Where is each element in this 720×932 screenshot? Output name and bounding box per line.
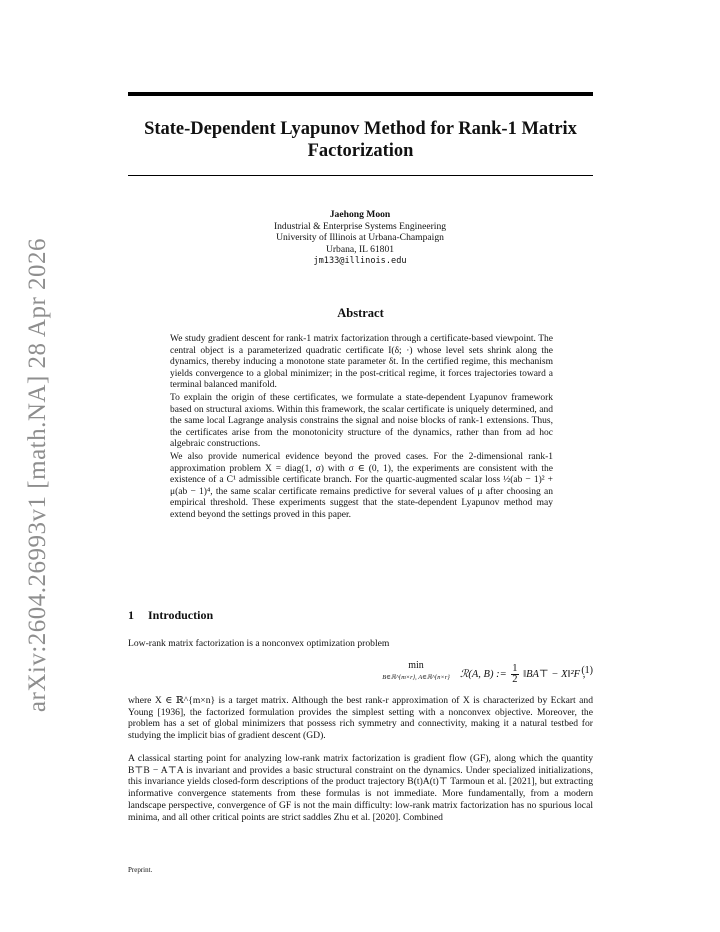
author-department: Industrial & Enterprise Systems Engineering (273, 220, 447, 232)
section-number: 1 (128, 608, 134, 622)
equation-min-operator: min (408, 660, 424, 671)
intro-paragraph-2 (128, 695, 593, 742)
abstract-paragraph-1: We study gradient descent for rank-1 matrix factorization through a certificate-based viewpoint. The central object is a parameterized quadratic certificate I(δ; ·) whose level sets shrink along the dynamics, thereby inducing a monotone state parameter δt. In the certified regime, this mechanism yields convergence to a global minimizer; in the post-critical regime, it forces trajectories toward a terminal balanced manifold. (170, 334, 553, 391)
equation-rhs: ‖BA⊤ − X‖²F , (523, 668, 586, 680)
intro-paragraph-3 (128, 753, 593, 823)
intro-paragraph-1-text: Low-rank matrix factorization is a nonconvex optimization problem (128, 638, 390, 649)
abstract-paragraph-2: To explain the origin of these certificates, we formulate a state-dependent Lyapunov framework based on structural axioms. Within this framework, the scalar certificate is uniquely determined, and the same local Lagrange analysis constrains the signal and noise blocks of rank-1 extensions. Thus, the certificates arise from the monotonicity structure of the dynamics, rather than from ad hoc algebraic constructions. (170, 392, 553, 450)
intro-paragraph-3-text: A classical starting point for analyzing low-rank matrix factorization is gradient flow (GF), along which the quantity B⊤B − A⊤A is invariant and provides a basic structural constraint on the dynamics. Under specialized initializations, this invariance yields closed-form descriptions of the product trajectory B(t)A(t)⊤ Tarmoun et al. [2021], but extracting informative convergence statements from these formulas is not immediate. More fundamentally, from a modern landscape perspective, convergence of GF is not the main difficulty: low-rank matrix factorization has no spurious local minima, and all other critical points are strict saddles Zhu et al. [2020]. Combined (128, 753, 593, 823)
title-top-rule (128, 92, 593, 96)
equation-number: (1) (581, 665, 593, 676)
equation-fraction-numerator: 1 (512, 663, 518, 674)
paper-title: State-Dependent Lyapunov Method for Rank-1 Matrix Factorization (144, 119, 577, 161)
section-title: Introduction (148, 608, 214, 622)
abstract-body (170, 334, 553, 523)
intro-paragraph-2-text: where X ∈ ℝ^{m×n} is a target matrix. Although the best rank-r approximation of X is characterized by Eckart and Young [1936], the factorized formulation provides the simplest setting with a nonconvex objective. Moreover, the problem has a set of global minimizers that possess rich symmetry and connectivity, making it a natural testbed for studying the implicit bias of gradient descent (GD). (128, 695, 593, 742)
footer-preprint: Preprint. (128, 866, 153, 874)
intro-paragraph-1 (128, 638, 593, 650)
equation-fraction-denominator: 2 (512, 674, 518, 685)
equation-1 (128, 656, 593, 690)
section-heading (128, 608, 213, 623)
arxiv-identifier (8, 237, 68, 713)
arxiv-identifier-text: arXiv:2604.26993v1 [math.NA] 28 Apr 2026 (24, 237, 51, 713)
author-university: University of Illinois at Urbana-Champaign (276, 232, 444, 244)
author-block (200, 209, 520, 268)
title-bottom-rule (128, 175, 593, 176)
abstract-paragraph-3: We also provide numerical evidence beyond the proved cases. For the 2-dimensional rank-1 approximation problem X = diag(1, σ) with σ ∈ (0, 1), the experiments are consistent with the existence of a C¹ admissible certificate branch. For the quartic-augmented scalar loss ½(ab − 1)² + μ(ab − 1)⁴, the same scalar certificate remains predictive for several values of μ after choosing an empirical threshold. These experiments suggest that the state-dependent Lyapunov method may extend beyond the settings proved in this paper. (170, 451, 553, 520)
equation-lhs: ℛ(A, B) := (460, 668, 507, 680)
author-name: Jaehong Moon (329, 209, 391, 220)
author-email[interactable]: jm133@illinois.edu (313, 255, 407, 266)
equation-expression (460, 664, 585, 685)
abstract-heading: Abstract (337, 306, 384, 320)
equation-fraction (511, 664, 518, 685)
equation-min-subscript: B∈ℝ^{m×r}, A∈ℝ^{n×r} (382, 674, 450, 681)
author-city: Urbana, IL 61801 (325, 244, 395, 256)
